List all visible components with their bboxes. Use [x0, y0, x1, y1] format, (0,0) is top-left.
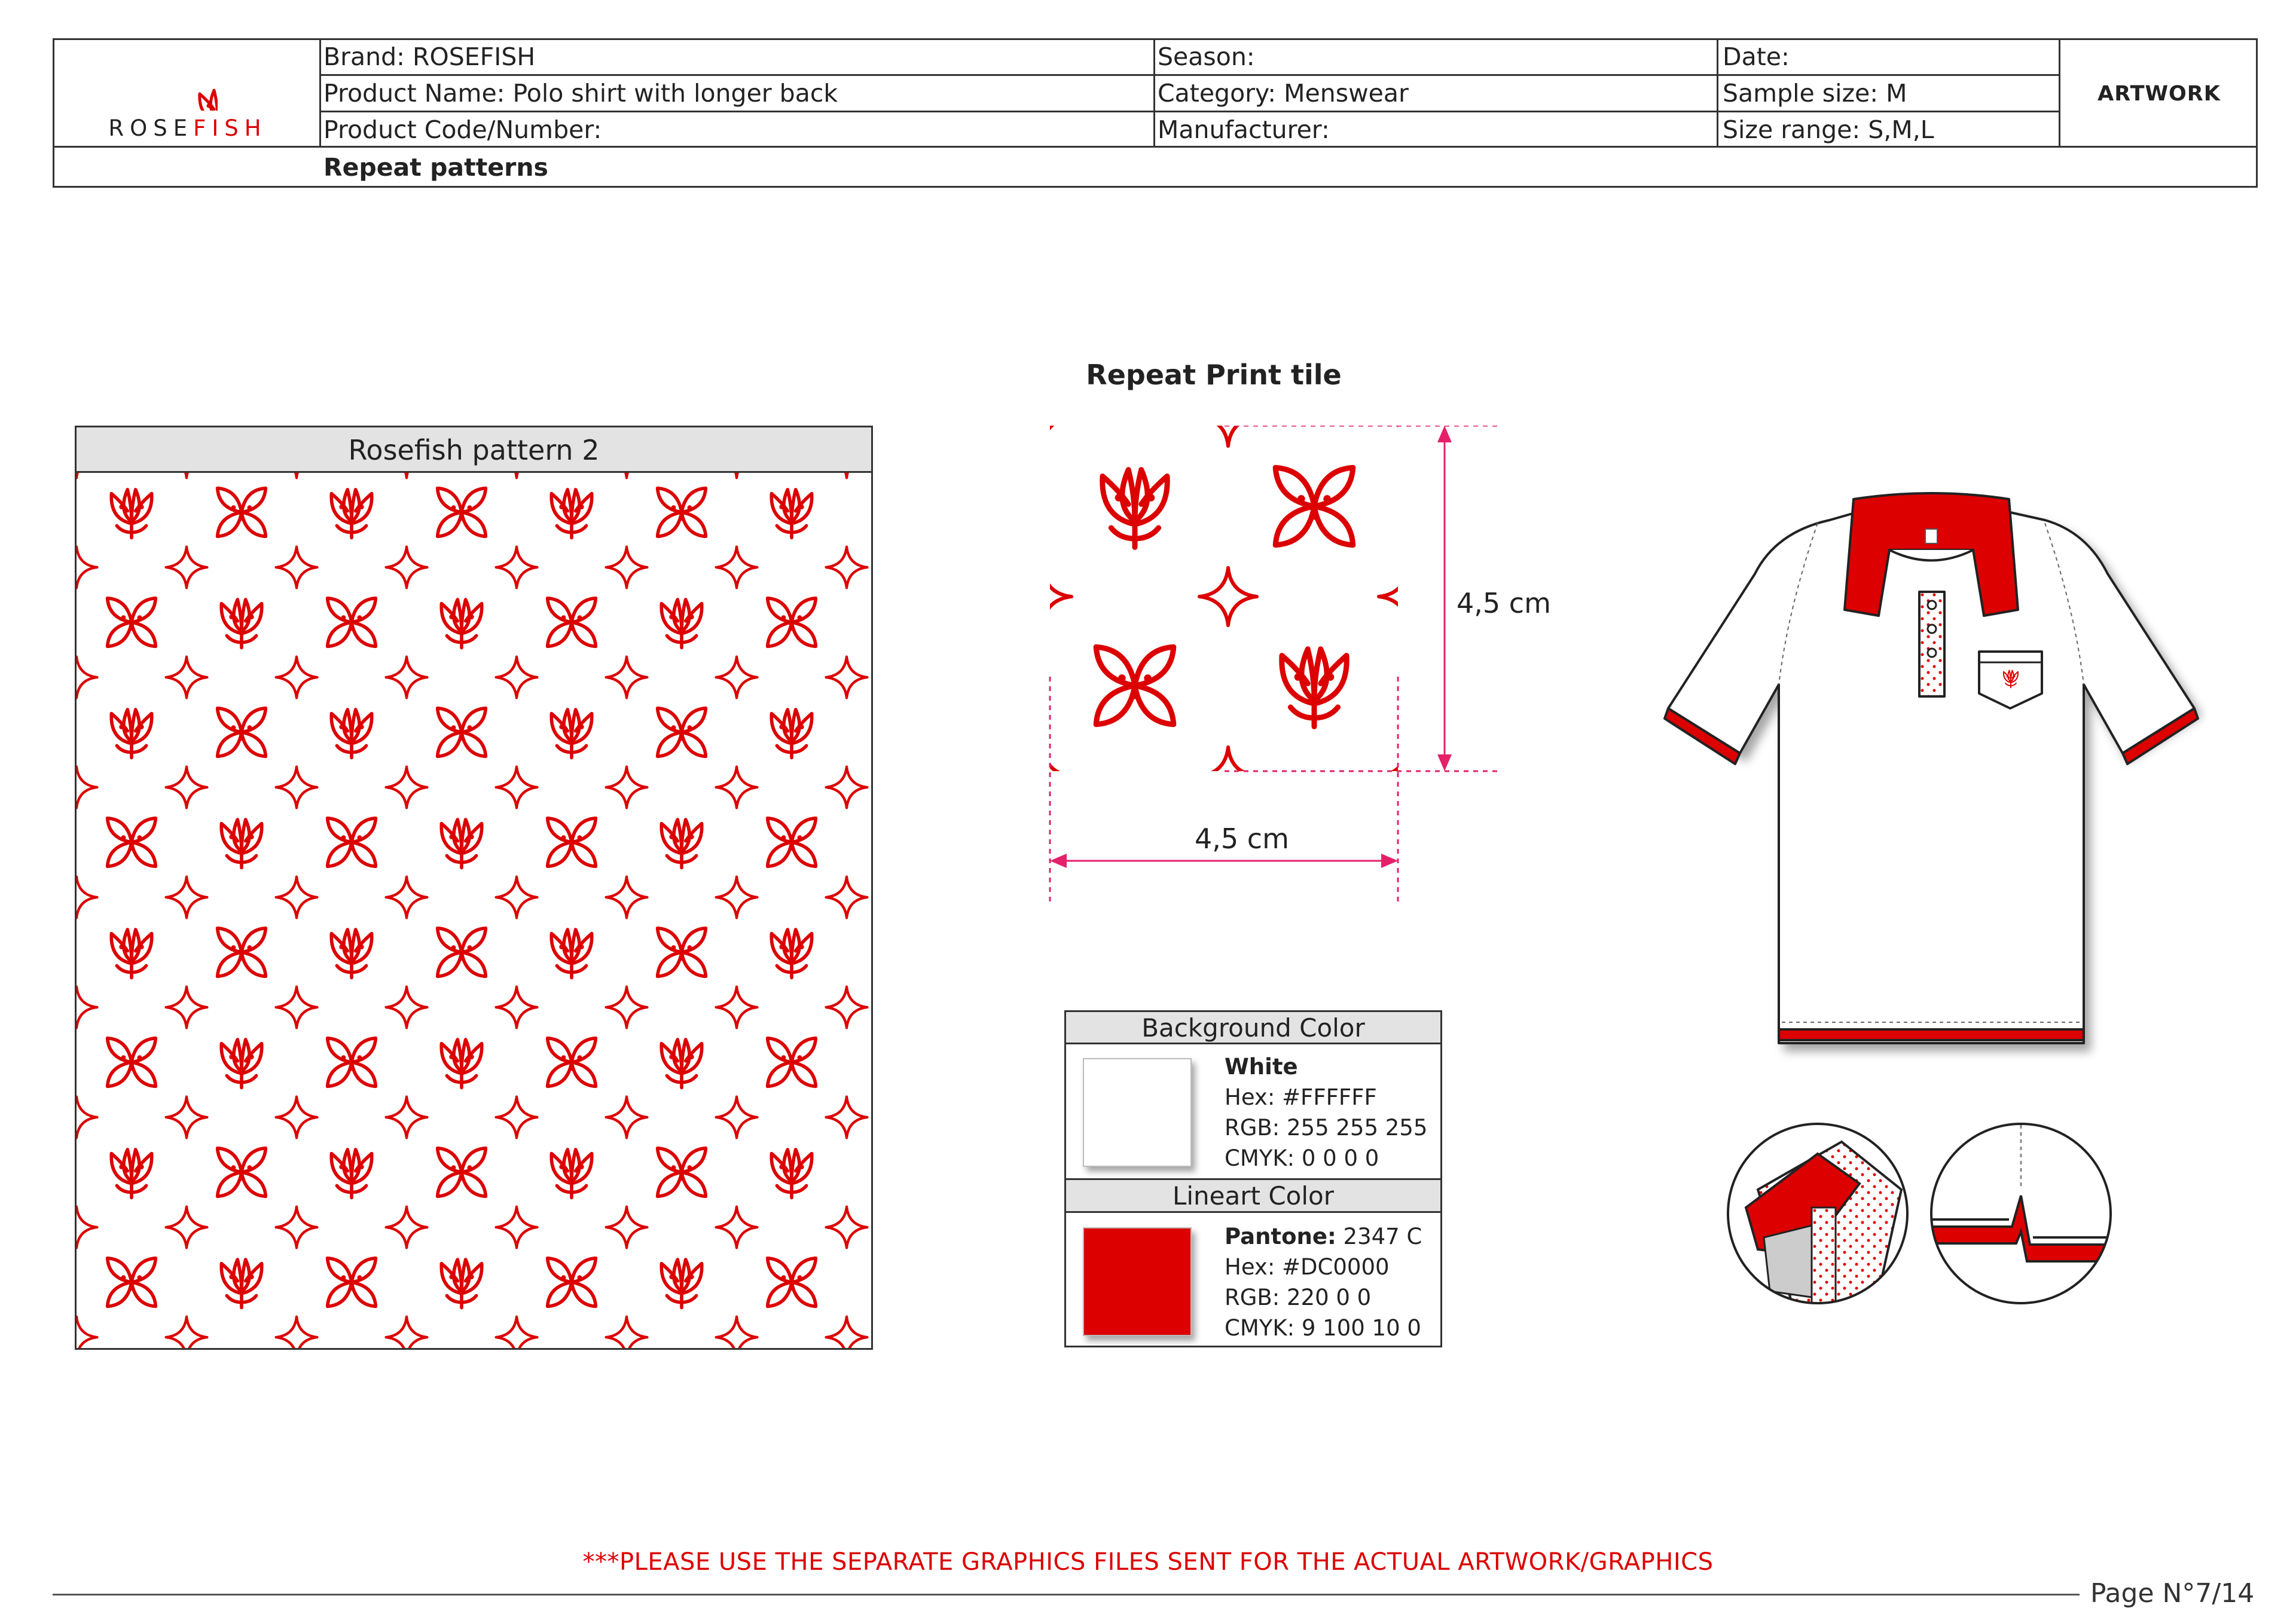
star-motif	[276, 1317, 317, 1350]
lotus-motif	[771, 930, 811, 978]
butterfly-motif	[768, 1038, 816, 1087]
butterfly-motif	[768, 818, 816, 867]
star-motif	[166, 767, 207, 808]
star-motif	[166, 1097, 207, 1138]
butterfly-motif	[658, 488, 706, 537]
product-name-field: Product Name: Polo shirt with longer back	[323, 79, 838, 108]
butterfly-motif	[108, 818, 156, 867]
star-motif	[77, 657, 97, 698]
star-motif	[77, 1207, 97, 1248]
brand-field: Brand: ROSEFISH	[323, 42, 536, 71]
star-motif	[496, 1097, 538, 1138]
page-number: Page N°7/14	[2090, 1578, 2255, 1609]
star-motif	[826, 877, 868, 918]
tile-star-motif	[1379, 426, 1436, 446]
butterfly-motif	[658, 708, 706, 757]
tile-title: Repeat Print tile	[1086, 359, 1342, 391]
star-motif	[716, 473, 758, 478]
lotus-motif	[551, 710, 591, 758]
star-motif	[496, 473, 538, 478]
star-motif	[716, 877, 758, 918]
tile-butterfly-motif	[1275, 467, 1353, 545]
rosefish-logo-icon	[158, 51, 218, 111]
butterfly-motif	[328, 818, 376, 867]
star-motif	[386, 767, 428, 808]
spec-header	[53, 38, 2258, 188]
star-motif	[166, 877, 207, 918]
star-motif	[826, 473, 868, 478]
butterfly-motif	[108, 1258, 156, 1307]
butterfly-motif	[658, 1148, 706, 1197]
star-motif	[386, 1207, 428, 1248]
butterfly-motif	[438, 1148, 486, 1197]
lotus-motif	[221, 600, 261, 648]
star-motif	[276, 767, 317, 808]
star-motif	[826, 987, 868, 1028]
star-motif	[606, 1097, 648, 1138]
lotus-motif	[441, 1040, 481, 1088]
polo-shirt-flat-sketch	[1656, 472, 2206, 1070]
star-motif	[606, 877, 648, 918]
star-motif	[276, 657, 317, 698]
butterfly-motif	[768, 1258, 816, 1307]
lotus-motif	[111, 930, 151, 978]
star-motif	[826, 547, 868, 588]
detail-callouts	[1722, 1118, 2129, 1315]
lotus-motif	[441, 1260, 481, 1308]
tile-lotus-motif	[1103, 470, 1167, 548]
butterfly-motif	[548, 1258, 596, 1307]
star-motif	[496, 657, 538, 698]
dimension-arrows	[1050, 426, 1452, 868]
star-motif	[276, 547, 317, 588]
star-motif	[386, 877, 428, 918]
star-motif	[716, 1317, 758, 1350]
product-code-field: Product Code/Number:	[323, 115, 602, 144]
star-motif	[77, 473, 97, 478]
butterfly-motif	[218, 488, 266, 537]
butterfly-motif	[658, 928, 706, 977]
butterfly-motif	[328, 1038, 376, 1087]
butterfly-motif	[768, 598, 816, 647]
lotus-motif	[441, 820, 481, 868]
star-motif	[166, 987, 207, 1028]
star-motif	[606, 1317, 648, 1350]
section-label: ARTWORK	[2097, 82, 2221, 106]
butterfly-motif	[218, 928, 266, 977]
lotus-motif	[551, 490, 591, 538]
butterfly-motif	[548, 818, 596, 867]
tile-width-label: 4,5 cm	[1195, 823, 1289, 855]
star-motif	[77, 877, 97, 918]
butterfly-motif	[218, 708, 266, 757]
lotus-motif	[221, 820, 261, 868]
star-motif	[77, 767, 97, 808]
lotus-motif	[331, 1150, 371, 1198]
butterfly-motif	[328, 598, 376, 647]
category-field: Category: Menswear	[1158, 79, 1409, 108]
butterfly-motif	[108, 1038, 156, 1087]
star-motif	[716, 1097, 758, 1138]
lotus-motif	[771, 1150, 811, 1198]
lotus-motif	[331, 930, 371, 978]
star-motif	[496, 1317, 538, 1350]
lotus-motif	[771, 490, 811, 538]
star-motif	[166, 657, 207, 698]
tile-star-motif	[1199, 568, 1257, 625]
star-motif	[386, 1317, 428, 1350]
tile-height-label: 4,5 cm	[1457, 587, 1551, 619]
star-motif	[276, 473, 317, 478]
background-color-swatch	[1083, 1058, 1192, 1167]
star-motif	[716, 547, 758, 588]
star-motif	[166, 547, 207, 588]
butterfly-motif	[438, 708, 486, 757]
repeat-pattern-swatch	[77, 473, 873, 1350]
lineart-color-swatch	[1083, 1227, 1192, 1336]
lotus-motif	[221, 1260, 261, 1308]
butterfly-motif	[438, 488, 486, 537]
brand-logo	[54, 40, 321, 148]
star-motif	[386, 657, 428, 698]
star-motif	[496, 547, 538, 588]
footer-divider	[53, 1594, 2080, 1596]
star-motif	[606, 547, 648, 588]
star-motif	[606, 657, 648, 698]
star-motif	[716, 657, 758, 698]
star-motif	[606, 987, 648, 1028]
lotus-motif	[661, 820, 701, 868]
tile-star-motif	[1379, 747, 1436, 805]
page-subtitle: Repeat patterns	[323, 153, 548, 182]
butterfly-motif	[328, 1258, 376, 1307]
lotus-motif	[221, 1040, 261, 1088]
star-motif	[77, 1097, 97, 1138]
star-motif	[826, 1097, 868, 1138]
graphics-notice: ***PLEASE USE THE SEPARATE GRAPHICS FILES SENT FOR THE ACTUAL ARTWORK/GRAPHICS	[582, 1548, 1714, 1576]
star-motif	[826, 767, 868, 808]
star-motif	[276, 1207, 317, 1248]
logo-wordmark: ROSEFISH	[108, 115, 267, 141]
lotus-motif	[771, 710, 811, 758]
star-motif	[166, 1207, 207, 1248]
star-motif	[496, 767, 538, 808]
star-motif	[77, 1317, 97, 1350]
star-motif	[77, 547, 97, 588]
lotus-motif	[111, 490, 151, 538]
lotus-motif	[331, 710, 371, 758]
star-motif	[606, 767, 648, 808]
neck-label	[1925, 529, 1937, 543]
star-motif	[386, 473, 428, 478]
side-vent-detail	[1925, 1118, 2129, 1315]
tile-star-motif	[1379, 568, 1436, 625]
tile-star-motif	[1045, 568, 1071, 625]
tile-star-motif	[1199, 747, 1257, 805]
tile-star-motif	[1199, 426, 1257, 446]
manufacturer-field: Manufacturer:	[1158, 115, 1330, 144]
butterfly-motif	[548, 1038, 596, 1087]
star-motif	[77, 987, 97, 1028]
star-motif	[386, 987, 428, 1028]
star-motif	[276, 1097, 317, 1138]
lotus-motif	[111, 710, 151, 758]
star-motif	[826, 657, 868, 698]
tile-lotus-motif	[1282, 649, 1347, 727]
tile-butterfly-motif	[1096, 647, 1174, 725]
lotus-motif	[551, 930, 591, 978]
lineart-color-title: Lineart Color	[1066, 1178, 1440, 1213]
star-motif	[386, 547, 428, 588]
star-motif	[716, 987, 758, 1028]
star-motif	[606, 473, 648, 478]
star-motif	[826, 1317, 868, 1350]
collar-detail	[1722, 1118, 1925, 1315]
star-motif	[276, 877, 317, 918]
star-motif	[166, 1317, 207, 1350]
lotus-motif	[441, 600, 481, 648]
star-motif	[606, 1207, 648, 1248]
lotus-motif	[111, 1150, 151, 1198]
lotus-motif	[661, 1260, 701, 1308]
star-motif	[386, 1097, 428, 1138]
size-range-field: Size range: S,M,L	[1723, 115, 1934, 144]
star-motif	[716, 767, 758, 808]
lotus-motif	[661, 1040, 701, 1088]
date-field: Date:	[1723, 42, 1790, 71]
season-field: Season:	[1158, 42, 1255, 71]
star-motif	[166, 473, 207, 478]
butterfly-motif	[548, 598, 596, 647]
repeat-tile	[1045, 426, 1436, 805]
pattern-panel	[75, 426, 873, 1350]
lotus-motif	[661, 600, 701, 648]
lotus-motif	[331, 490, 371, 538]
butterfly-motif	[438, 928, 486, 977]
background-color-title: Background Color	[1066, 1012, 1440, 1044]
background-color-info: White Hex: #FFFFFF RGB: 255 255 255 CMYK: 0 0 0 0	[1225, 1054, 1428, 1171]
star-motif	[276, 987, 317, 1028]
lineart-color-info: Pantone: 2347 C Hex: #DC0000 RGB: 220 0 0 CMYK: 9 100 10 0	[1225, 1224, 1422, 1341]
lotus-motif	[551, 1150, 591, 1198]
color-spec-box	[1064, 1010, 1442, 1347]
tile-star-motif	[1045, 426, 1071, 446]
star-motif	[826, 1207, 868, 1248]
star-motif	[716, 1207, 758, 1248]
star-motif	[496, 987, 538, 1028]
butterfly-motif	[218, 1148, 266, 1197]
pattern-title: Rosefish pattern 2	[77, 427, 871, 473]
star-motif	[496, 877, 538, 918]
butterfly-motif	[108, 598, 156, 647]
star-motif	[496, 1207, 538, 1248]
sample-size-field: Sample size: M	[1723, 79, 1907, 108]
